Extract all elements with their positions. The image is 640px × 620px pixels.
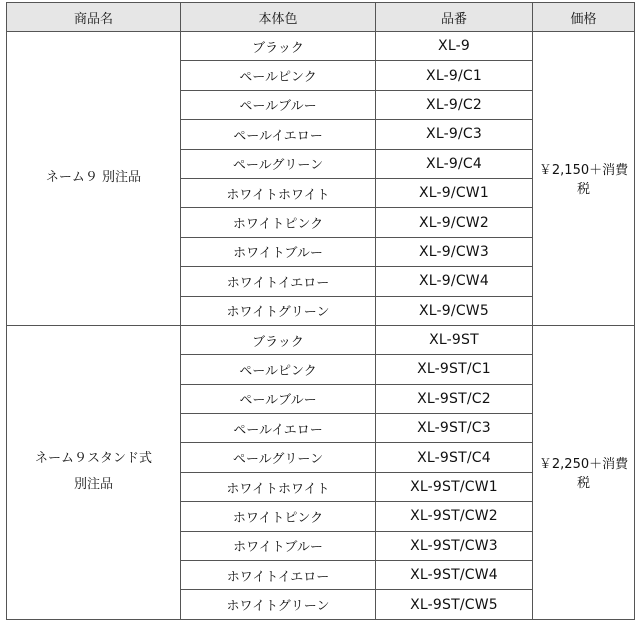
- part-number-cell: XL-9/CW2: [376, 208, 533, 237]
- part-number-cell: XL-9ST/CW1: [376, 472, 533, 501]
- body-color-cell: ペールブルー: [181, 90, 376, 119]
- header-body-color: 本体色: [181, 3, 376, 32]
- table-row: [7, 325, 635, 354]
- body-color-cell: ブラック: [181, 325, 376, 354]
- body-color-cell: ホワイトピンク: [181, 502, 376, 531]
- table-row: [7, 32, 635, 61]
- body-color-cell: ペールグリーン: [181, 443, 376, 472]
- part-number-cell: XL-9ST/C3: [376, 414, 533, 443]
- body-color-cell: ペールピンク: [181, 61, 376, 90]
- body-color-cell: ペールブルー: [181, 384, 376, 413]
- part-number-cell: XL-9: [376, 32, 533, 61]
- body-color-cell: ホワイトブルー: [181, 237, 376, 266]
- part-number-cell: XL-9/CW4: [376, 267, 533, 296]
- part-number-cell: XL-9/C3: [376, 120, 533, 149]
- table-header-row: [7, 3, 635, 32]
- product-name-cell: [7, 325, 181, 619]
- part-number-cell: XL-9/C2: [376, 90, 533, 119]
- header-part-number: 品番: [376, 3, 533, 32]
- part-number-cell: XL-9ST/C2: [376, 384, 533, 413]
- part-number-cell: XL-9ST/C1: [376, 355, 533, 384]
- body-color-cell: ペールイエロー: [181, 414, 376, 443]
- body-color-cell: ホワイトホワイト: [181, 472, 376, 501]
- body-color-cell: ホワイトグリーン: [181, 590, 376, 619]
- product-name-line: ネーム９ 別注品: [45, 170, 142, 186]
- header-product-name: 商品名: [7, 3, 181, 32]
- price-cell: ￥2,250＋消費税: [533, 325, 635, 619]
- part-number-cell: XL-9ST/CW5: [376, 590, 533, 619]
- price-cell: ￥2,150＋消費税: [533, 32, 635, 326]
- part-number-cell: XL-9ST/CW4: [376, 561, 533, 590]
- body-color-cell: ホワイトグリーン: [181, 296, 376, 325]
- body-color-cell: ホワイトイエロー: [181, 267, 376, 296]
- part-number-cell: XL-9/C4: [376, 149, 533, 178]
- body-color-cell: ペールイエロー: [181, 120, 376, 149]
- product-name-line: ネーム９スタンド式: [34, 451, 152, 467]
- part-number-cell: XL-9ST: [376, 325, 533, 354]
- product-table: [6, 2, 635, 620]
- body-color-cell: ホワイトホワイト: [181, 178, 376, 207]
- part-number-cell: XL-9ST/CW2: [376, 502, 533, 531]
- body-color-cell: ブラック: [181, 32, 376, 61]
- part-number-cell: XL-9ST/C4: [376, 443, 533, 472]
- part-number-cell: XL-9/CW1: [376, 178, 533, 207]
- body-color-cell: ペールグリーン: [181, 149, 376, 178]
- body-color-cell: ホワイトピンク: [181, 208, 376, 237]
- table-body: [7, 32, 635, 620]
- header-price: 価格: [533, 3, 635, 32]
- part-number-cell: XL-9ST/CW3: [376, 531, 533, 560]
- body-color-cell: ホワイトイエロー: [181, 561, 376, 590]
- product-name-cell: [7, 32, 181, 326]
- part-number-cell: XL-9/C1: [376, 61, 533, 90]
- product-name-line: 別注品: [73, 477, 113, 493]
- body-color-cell: ペールピンク: [181, 355, 376, 384]
- part-number-cell: XL-9/CW5: [376, 296, 533, 325]
- part-number-cell: XL-9/CW3: [376, 237, 533, 266]
- body-color-cell: ホワイトブルー: [181, 531, 376, 560]
